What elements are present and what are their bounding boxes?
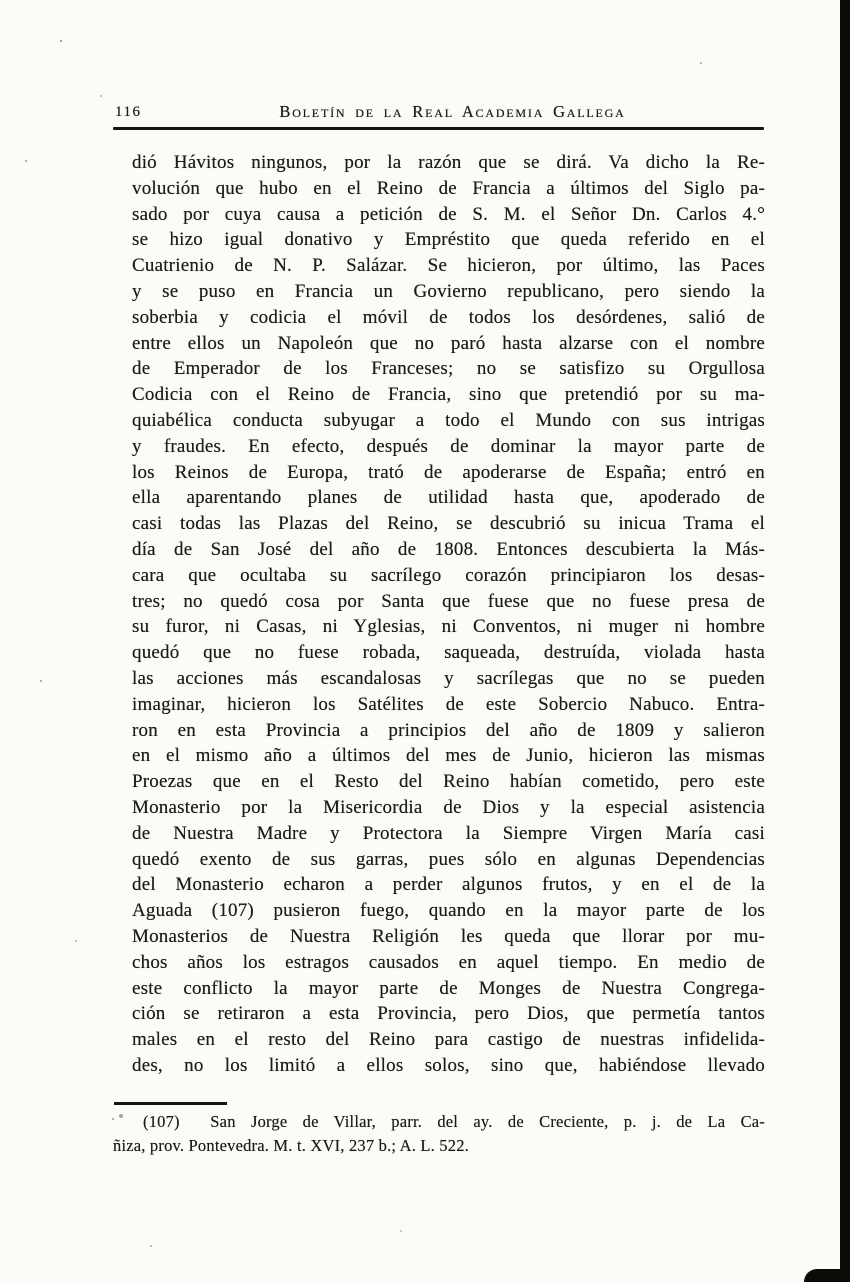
body-text-line: y fraudes. En efecto, después de dominar la mayor parte de <box>132 435 765 457</box>
body-text-line: tres; no quedó cosa por Santa que fuese que no fuese presa de <box>132 590 765 612</box>
body-text-line: quedó exento de sus garras, pues sólo en algunas Dependencias <box>132 848 765 870</box>
header-rule <box>113 127 764 130</box>
body-text-line: cara que ocultaba su sacrílego corazón principiaron los desas- <box>132 564 765 586</box>
footnote-line: (107) San Jorge de Villar, parr. del ay. de Creciente, p. j. de La Ca- <box>143 1112 765 1131</box>
body-text-line: quedó que no fuese robada, saqueada, destruída, violada hasta <box>132 642 765 664</box>
body-text-line: del Monasterio echaron a perder algunos frutos, y en el de la <box>132 874 765 896</box>
body-text-line: Monasterios de Nuestra Religión les queda que llorar por mu- <box>132 925 765 947</box>
body-text-line: Monasterio por la Misericordia de Dios y la especial asistencia <box>132 796 765 818</box>
body-text-line: los Reinos de Europa, trató de apoderarse de España; entró en <box>132 461 765 483</box>
body-text-line: casi todas las Plazas del Reino, se descubrió su inicua Trama el <box>132 513 765 535</box>
body-text-line: Codicia con el Reino de Francia, sino que pretendió por su ma- <box>132 384 765 406</box>
body-text-line: este conflicto la mayor parte de Monges de Nuestra Congrega- <box>132 977 765 999</box>
body-text-line: soberbia y codicia el móvil de todos los desórdenes, salió de <box>132 306 765 328</box>
body-text-line: ella aparentando planes de utilidad hasta que, apoderado de <box>132 487 765 509</box>
body-text-line: se hizo igual donativo y Empréstito que queda referido en el <box>132 229 765 251</box>
page-header <box>113 102 764 124</box>
body-text-line: Cuatrienio de N. P. Salázar. Se hicieron, por último, las Paces <box>132 255 765 277</box>
body-text-line: las acciones más escandalosas y sacrílegas que no se pueden <box>132 667 765 689</box>
body-text-line: chos años los estragos causados en aquel tiempo. En medio de <box>132 951 765 973</box>
journal-title: Boletín de la Real Academia Gallega <box>279 102 626 121</box>
footnote <box>113 1110 765 1157</box>
body-text-line: quiabélica conducta subyugar a todo el Mundo con sus intrigas <box>132 409 765 431</box>
body-text-line: de Nuestra Madre y Protectora la Siempre Virgen María casi <box>132 822 765 844</box>
body-text-line: des, no los limitó a ellos solos, sino que, habiéndose llevado <box>132 1054 765 1076</box>
scan-corner-shadow <box>804 1269 850 1282</box>
body-text-line: entre ellos un Napoleón que no paró hasta alzarse con el nombre <box>132 332 765 354</box>
footnote-separator-rule <box>114 1102 227 1105</box>
scan-speckles <box>60 40 62 42</box>
body-text-line: Proezas que en el Resto del Reino habían cometido, pero este <box>132 771 765 793</box>
footnote-line: ñiza, prov. Pontevedra. M. t. XVI, 237 b.; A. L. 522. <box>113 1135 469 1155</box>
body-text-line: volución que hubo en el Reino de Francia a últimos del Siglo pa- <box>132 177 765 199</box>
body-text-line: Aguada (107) pusieron fuego, quando en la mayor parte de los <box>132 900 765 922</box>
body-text-line: en el mismo año a últimos del mes de Junio, hicieron las mismas <box>132 745 765 767</box>
body-text-line: imaginar, hicieron los Satélites de este Sobercio Nabuco. Entra- <box>132 693 765 715</box>
body-text-line: día de San José del año de 1808. Entonces descubierta la Más- <box>132 538 765 560</box>
scan-edge-shadow <box>840 0 850 1282</box>
body-text <box>132 150 765 1079</box>
body-text-line: de Emperador de los Franceses; no se satisfizo su Orgullosa <box>132 358 765 380</box>
body-text-line: males en el resto del Reino para castigo de nuestras infidelida- <box>132 1029 765 1051</box>
body-text-line: y se puso en Francia un Govierno republicano, pero siendo la <box>132 280 765 302</box>
body-text-line: ron en esta Provincia a principios del año de 1809 y salieron <box>132 719 765 741</box>
body-text-line: ción se retiraron a esta Provincia, pero Dios, que permetía tantos <box>132 1003 765 1025</box>
body-text-line: sado por cuya causa a petición de S. M. el Señor Dn. Carlos 4.° <box>132 203 765 225</box>
page-number: 116 <box>115 104 142 120</box>
body-text-line: dió Hávitos ningunos, por la razón que se dirá. Va dicho la Re- <box>132 152 765 173</box>
body-text-line: su furor, ni Casas, ni Yglesias, ni Conventos, ni muger ni hombre <box>132 616 765 638</box>
